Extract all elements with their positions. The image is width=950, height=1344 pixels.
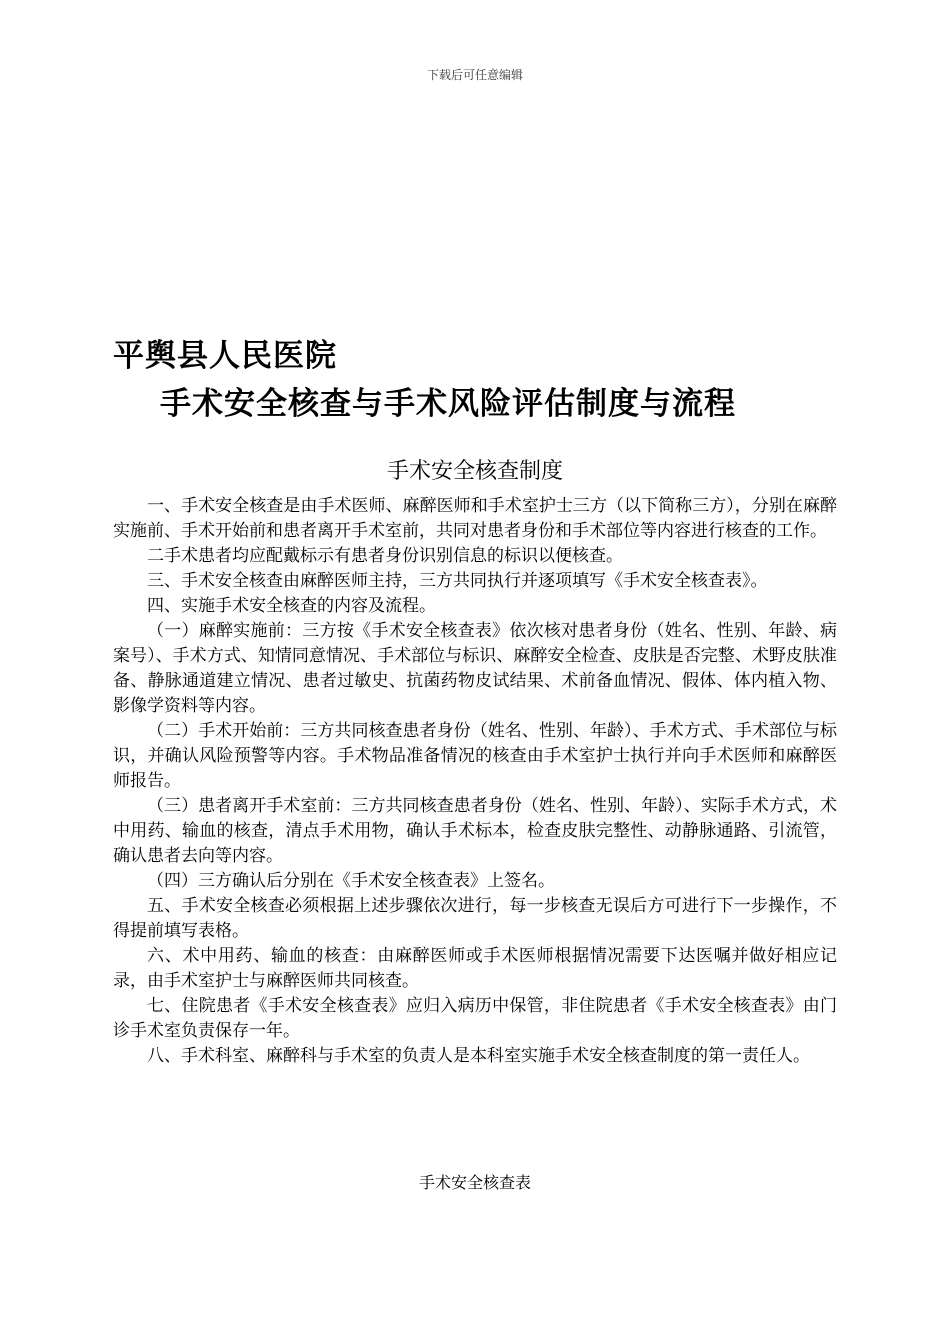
paragraph-2: 二手术患者均应配戴标示有患者身份识别信息的标识以便核查。 bbox=[147, 546, 623, 566]
paragraph-10: 六、术中用药、输血的核查：由麻醉医师或手术医师根据情况需要下达医嘱并做好相应记录，由手术室护士与麻醉医师共同核查。 bbox=[113, 946, 837, 991]
paragraph-5: （一）麻醉实施前：三方按《手术安全核查表》依次核对患者身份（姓名、性别、年龄、病案号）、手术方式、知情同意情况、手术部位与标识、麻醉安全检查、皮肤是否完整、术野皮肤准备、静脉通道建立情况、患者过敏史、抗菌药物皮试结果、术前备血情况、假体、体内植入物、影像学资料等内容。 bbox=[113, 621, 837, 716]
document-title: 手术安全核查与手术风险评估制度与流程 bbox=[160, 386, 736, 422]
paragraph-9: 五、手术安全核查必须根据上述步骤依次进行，每一步核查无误后方可进行下一步操作，不得提前填写表格。 bbox=[113, 896, 837, 941]
section-title: 手术安全核查制度 bbox=[386, 459, 563, 484]
paragraph-1: 一、手术安全核查是由手术医师、麻醉医师和手术室护士三方（以下简称三方），分别在麻醉实施前、手术开始前和患者离开手术室前，共同对患者身份和手术部位等内容进行核查的工作。 bbox=[113, 496, 837, 541]
hospital-title: 平舆县人民医院 bbox=[113, 338, 337, 374]
body-text bbox=[113, 494, 837, 1069]
paragraph-6: （二）手术开始前：三方共同核查患者身份（姓名、性别、年龄）、手术方式、手术部位与标识，并确认风险预警等内容。手术物品准备情况的核查由手术室护士执行并向手术医师和麻醉医师报告。 bbox=[113, 721, 837, 791]
paragraph-11: 七、住院患者《手术安全核查表》应归入病历中保管，非住院患者《手术安全核查表》由门诊手术室负责保存一年。 bbox=[113, 996, 837, 1041]
table-caption: 手术安全核查表 bbox=[418, 1173, 531, 1192]
paragraph-12: 八、手术科室、麻醉科与手术室的负责人是本科室实施手术安全核查制度的第一责任人。 bbox=[147, 1046, 810, 1066]
paragraph-7: （三）患者离开手术室前：三方共同核查患者身份（姓名、性别、年龄）、实际手术方式，术中用药、输血的核查，清点手术用物，确认手术标本，检查皮肤完整性、动静脉通路、引流管，确认患者去向等内容。 bbox=[113, 796, 837, 866]
paragraph-8: （四）三方确认后分别在《手术安全核查表》上签名。 bbox=[147, 871, 555, 891]
paragraph-4: 四、实施手术安全核查的内容及流程。 bbox=[147, 596, 436, 616]
paragraph-3: 三、手术安全核查由麻醉医师主持，三方共同执行并逐项填写《手术安全核查表》。 bbox=[147, 571, 768, 591]
header-note: 下载后可任意编辑 bbox=[426, 68, 523, 82]
